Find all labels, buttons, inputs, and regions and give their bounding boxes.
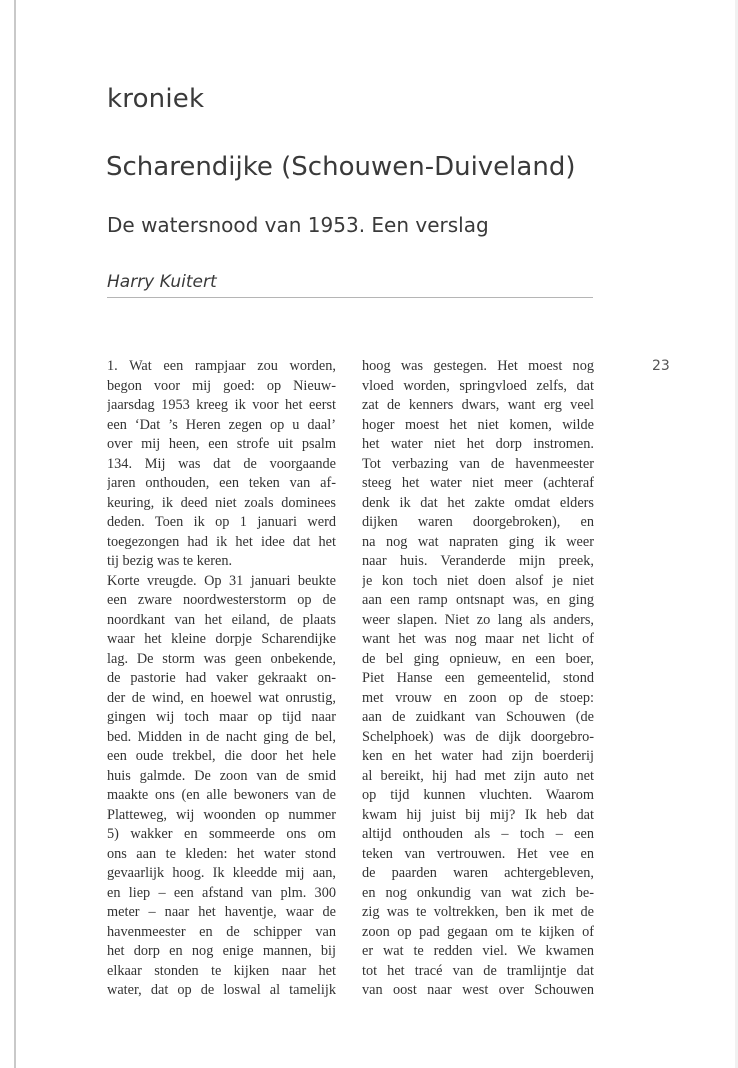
body-text-line: huis galmde. De zoon van de smid [107, 767, 336, 784]
body-text-line: havenmeester en de schipper van [107, 923, 336, 940]
body-text-line: aan een ramp ontsnapt was, en ging [362, 592, 594, 608]
body-text-line: teken van vertrouwen. Het vee en [362, 845, 594, 862]
body-text-line: jaren onthouden, een teken van af- [107, 475, 336, 491]
body-column-right [362, 357, 594, 1001]
body-text-line: bed. Midden in de nacht ging de bel, [107, 728, 336, 745]
body-text-line: van oost naar west over Schouwen [362, 982, 594, 998]
body-text-line: zoon op pad gegaan om te kijken of [362, 923, 594, 940]
body-text-line: een ‘Dat ’s Heren zegen op u daal’ [107, 416, 336, 433]
body-text-line: aan de zuidkant van Schouwen (de [362, 709, 594, 725]
body-text-line: tot het tracé van de tramlijntje dat [362, 962, 594, 979]
article-title: Scharendijke (Schouwen-Duiveland) [106, 152, 576, 182]
body-text-line: je kon toch niet doen alsof je niet [362, 572, 594, 589]
body-text-line: lag. De storm was geen onbekende, [107, 650, 336, 667]
article-author: Harry Kuitert [107, 272, 217, 292]
body-text-line: een oude trekbel, die door het hele [107, 748, 336, 764]
body-text-line: 1. Wat een rampjaar zou worden, [107, 358, 336, 374]
body-text-line: begon voor mij goed: op Nieuw- [107, 377, 336, 394]
body-text-line: na nog wat napraten ging ik weer [362, 533, 594, 550]
body-text-line: op tijd kunnen vluchten. Waarom [362, 787, 594, 803]
body-text-line: de bel ging opnieuw, en een boer, [362, 650, 594, 667]
body-text-line: een zware noordwesterstorm op de [107, 592, 336, 608]
body-text-line: toegezongen had ik het idee dat het [107, 533, 336, 550]
body-text-line: zat de kenners dwars, want erg veel [362, 397, 594, 413]
body-text-line: tij bezig was te keren. [107, 553, 233, 569]
body-text-line: waar het kleine dorpje Scharendijke [107, 631, 336, 647]
body-text-line: noordkant van het eiland, de plaats [107, 611, 336, 628]
article-subtitle: De watersnood van 1953. Een verslag [107, 213, 489, 237]
body-text-line: ons aan te kleden: het water stond [107, 845, 336, 862]
section-label: kroniek [107, 84, 205, 114]
body-text-line: der de wind, en hoewel wat onrustig, [107, 689, 336, 706]
body-text-line: gevaarlijk hoog. Ik kleedde mij aan, [107, 865, 336, 881]
body-text-line: altijd onthouden als – toch – een [362, 826, 594, 842]
body-text-line: het water niet het dorp instromen. [362, 436, 594, 452]
body-text-line: Piet Hanse een gemeentelid, stond [362, 670, 594, 686]
body-text-line: elkaar stonden te kijken naar het [107, 962, 336, 979]
body-text-line: ken en het water had zijn boerderij [362, 748, 594, 764]
body-text-line: de paarden waren achtergebleven, [362, 865, 594, 881]
body-text-line: over mij heen, een strofe uit psalm [107, 436, 336, 452]
header-divider [107, 297, 593, 298]
body-text-line: vloed worden, springvloed zelfs, dat [362, 377, 594, 394]
body-text-line: en liep – een afstand van plm. 300 [107, 884, 336, 901]
body-text-line: denk ik dat het zakte omdat elders [362, 494, 594, 511]
body-text-line: Tot verbazing van de havenmeester [362, 455, 594, 472]
body-text-line: Korte vreugde. Op 31 januari beukte [107, 572, 336, 589]
body-text-line: jaarsdag 1953 kreeg ik voor het eerst [107, 397, 336, 413]
body-text-line: Schelphoek) was de dijk doorgebro- [362, 728, 594, 745]
body-text-line: zig was te voltrekken, ben ik met de [362, 904, 594, 920]
body-text-line: water, dat op de loswal al tamelijk [107, 982, 336, 998]
body-text-line: deden. Toen ik op 1 januari werd [107, 514, 336, 530]
body-text-line: Platteweg, wij woonden op nummer [107, 806, 336, 823]
body-text-line: hoog was gestegen. Het moest nog [362, 358, 594, 374]
body-text-line: 5) wakker en sommeerde ons om [107, 826, 336, 842]
body-text-line: er wat te redden viel. We kwamen [362, 943, 594, 959]
body-text-line: kwam hij juist bij mij? Ik heb dat [362, 806, 594, 823]
body-text-line: hoger moest het niet komen, wilde [362, 416, 594, 433]
body-text-line: gingen wij toch maar op tijd naar [107, 709, 336, 725]
body-text-line: steeg het water niet meer (achteraf [362, 475, 594, 491]
page-binding-edge [14, 0, 16, 1068]
body-text-line: met vrouw en zoon op de stoep: [362, 689, 594, 706]
body-text-line: het dorp en nog enige mannen, bij [107, 943, 336, 959]
body-column-left [107, 357, 336, 1001]
body-text-line: want het was nog maar net licht of [362, 631, 594, 647]
body-text-line: maakte ons (en alle bewoners van de [107, 787, 336, 803]
body-text-line: keuring, ik deed niet zoals dominees [107, 494, 336, 511]
body-text-line: naar huis. Veranderde mijn preek, [362, 553, 594, 569]
body-text-line: dijken waren doorgebroken), en [362, 514, 594, 530]
body-text-line: en nog onkundig van wat zich be- [362, 884, 594, 901]
body-text-line: 134. Mij was dat de voorgaande [107, 455, 336, 472]
body-text-line: meter – naar het haventje, waar de [107, 904, 336, 920]
body-text-line: de pastorie had vaker gekraakt on- [107, 670, 336, 686]
body-text-line: weer slapen. Niet zo lang als anders, [362, 611, 594, 628]
page-number: 23 [652, 358, 670, 374]
body-text-line: al bereikt, hij had met zijn auto net [362, 767, 594, 784]
